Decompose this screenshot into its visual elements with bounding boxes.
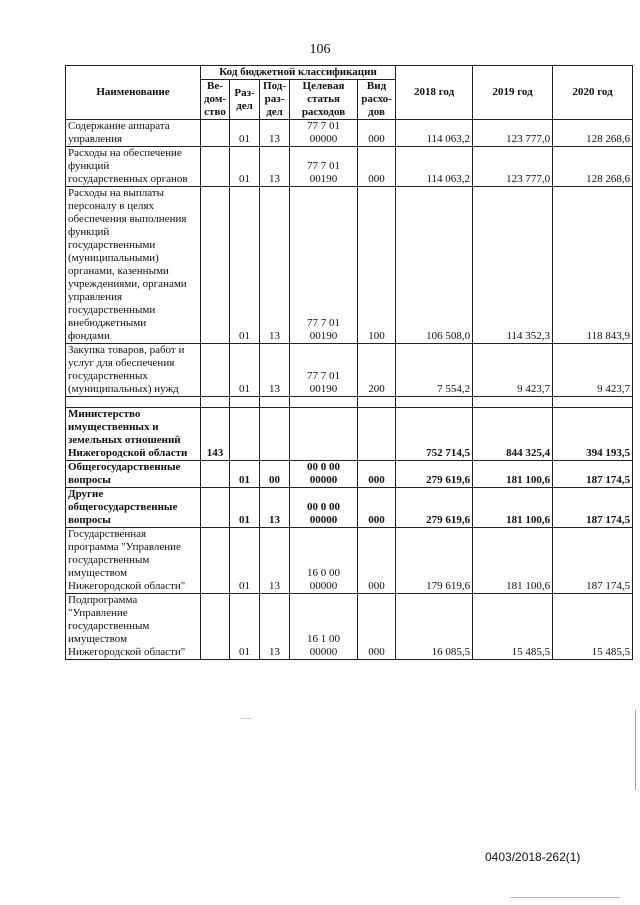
row-2020: 15 485,5 <box>553 594 633 660</box>
row-podrazdel: 13 <box>260 594 290 660</box>
table-row <box>66 488 633 528</box>
row-2018: 179 619,6 <box>396 528 473 594</box>
row-2020: 128 268,6 <box>553 147 633 187</box>
row-podrazdel: 13 <box>260 528 290 594</box>
row-2019: 181 100,6 <box>473 488 553 528</box>
header-razdel: Раз- дел <box>230 80 260 120</box>
row-name: Министерство имущественных и земельных отношений Нижегородской области <box>66 408 201 461</box>
row-name: Общегосударственные вопросы <box>66 461 201 488</box>
row-ved <box>201 461 230 488</box>
scan-edge-line <box>635 710 636 790</box>
scan-mark <box>240 718 252 719</box>
header-2018: 2018 год <box>396 66 473 120</box>
row-name: Государственная программа "Управление государственным имуществом Нижегородской области" <box>66 528 201 594</box>
row-vid: 000 <box>358 488 396 528</box>
row-podrazdel: 00 <box>260 461 290 488</box>
table-row <box>66 147 633 187</box>
row-name: Расходы на выплаты персоналу в целях обеспечения выполнения функций государственными (муниципальными) органами, казенными учреждениями, органами управления государственными внебюджетными фондами <box>66 187 201 344</box>
row-2020: 187 174,5 <box>553 528 633 594</box>
row-name: Подпрограмма "Управление государственным имуществом Нижегородской области" <box>66 594 201 660</box>
row-name: Закупка товаров, работ и услуг для обеспечения государственных (муниципальных) нужд <box>66 344 201 397</box>
header-2020: 2020 год <box>553 66 633 120</box>
row-ved: 143 <box>201 408 230 461</box>
row-2019: 181 100,6 <box>473 528 553 594</box>
page-number: 106 <box>309 42 331 57</box>
row-ved <box>201 120 230 147</box>
header-vedomstvo: Ве- дом- ство <box>201 80 230 120</box>
row-2020: 187 174,5 <box>553 461 633 488</box>
row-vid: 000 <box>358 461 396 488</box>
header-name: Наименование <box>66 66 201 120</box>
row-name: Содержание аппарата управления <box>66 120 201 147</box>
row-2020: 118 843,9 <box>553 187 633 344</box>
row-2020: 394 193,5 <box>553 408 633 461</box>
row-2019: 123 777,0 <box>473 120 553 147</box>
row-podrazdel: 13 <box>260 120 290 147</box>
header-vid: Вид расхо- дов <box>358 80 396 120</box>
row-vid: 000 <box>358 120 396 147</box>
row-razdel: 01 <box>230 344 260 397</box>
row-ved <box>201 344 230 397</box>
row-razdel: 01 <box>230 488 260 528</box>
table-row <box>66 528 633 594</box>
header-podrazdel: Под- раз- дел <box>260 80 290 120</box>
row-vid: 100 <box>358 187 396 344</box>
row-podrazdel <box>260 408 290 461</box>
table-row <box>66 461 633 488</box>
row-vid: 000 <box>358 528 396 594</box>
row-2019: 123 777,0 <box>473 147 553 187</box>
row-vid: 000 <box>358 147 396 187</box>
row-celevaya: 16 1 00 00000 <box>290 594 358 660</box>
row-razdel: 01 <box>230 594 260 660</box>
document-code: 0403/2018-262(1) <box>485 850 581 864</box>
row-ved <box>201 594 230 660</box>
budget-table <box>65 65 633 660</box>
row-razdel: 01 <box>230 147 260 187</box>
row-razdel: 01 <box>230 528 260 594</box>
row-celevaya: 16 0 00 00000 <box>290 528 358 594</box>
row-podrazdel: 13 <box>260 147 290 187</box>
row-razdel: 01 <box>230 187 260 344</box>
scan-bottom-line <box>510 897 620 898</box>
row-vid: 200 <box>358 344 396 397</box>
row-2018: 106 508,0 <box>396 187 473 344</box>
row-celevaya: 77 7 01 00000 <box>290 120 358 147</box>
row-2018: 114 063,2 <box>396 120 473 147</box>
row-ved <box>201 187 230 344</box>
row-2018: 114 063,2 <box>396 147 473 187</box>
row-podrazdel: 13 <box>260 344 290 397</box>
row-2019: 114 352,3 <box>473 187 553 344</box>
table-row <box>66 594 633 660</box>
row-name: Другие общегосударственные вопросы <box>66 488 201 528</box>
table-row <box>66 344 633 397</box>
row-razdel <box>230 408 260 461</box>
row-2020: 128 268,6 <box>553 120 633 147</box>
row-2018: 7 554,2 <box>396 344 473 397</box>
table-row <box>66 408 633 461</box>
row-2018: 279 619,6 <box>396 461 473 488</box>
row-2020: 187 174,5 <box>553 488 633 528</box>
row-celevaya: 00 0 00 00000 <box>290 461 358 488</box>
table-row <box>66 187 633 344</box>
row-celevaya: 00 0 00 00000 <box>290 488 358 528</box>
row-2019: 9 423,7 <box>473 344 553 397</box>
row-ved <box>201 528 230 594</box>
row-vid: 000 <box>358 594 396 660</box>
row-celevaya: 77 7 01 00190 <box>290 147 358 187</box>
row-ved <box>201 488 230 528</box>
row-2018: 16 085,5 <box>396 594 473 660</box>
row-podrazdel: 13 <box>260 187 290 344</box>
row-celevaya: 77 7 01 00190 <box>290 344 358 397</box>
spacer-row <box>66 397 633 408</box>
row-name: Расходы на обеспечение функций государственных органов <box>66 147 201 187</box>
row-celevaya: 77 7 01 00190 <box>290 187 358 344</box>
header-celevaya: Целевая статья расходов <box>290 80 358 120</box>
row-2019: 181 100,6 <box>473 461 553 488</box>
row-2019: 15 485,5 <box>473 594 553 660</box>
row-vid <box>358 408 396 461</box>
row-ved <box>201 147 230 187</box>
table-row <box>66 120 633 147</box>
row-2018: 279 619,6 <box>396 488 473 528</box>
header-2019: 2019 год <box>473 66 553 120</box>
row-2018: 752 714,5 <box>396 408 473 461</box>
row-podrazdel: 13 <box>260 488 290 528</box>
header-code-group: Код бюджетной классификации <box>201 66 396 80</box>
row-razdel: 01 <box>230 120 260 147</box>
row-2020: 9 423,7 <box>553 344 633 397</box>
row-2019: 844 325,4 <box>473 408 553 461</box>
row-razdel: 01 <box>230 461 260 488</box>
row-celevaya <box>290 408 358 461</box>
